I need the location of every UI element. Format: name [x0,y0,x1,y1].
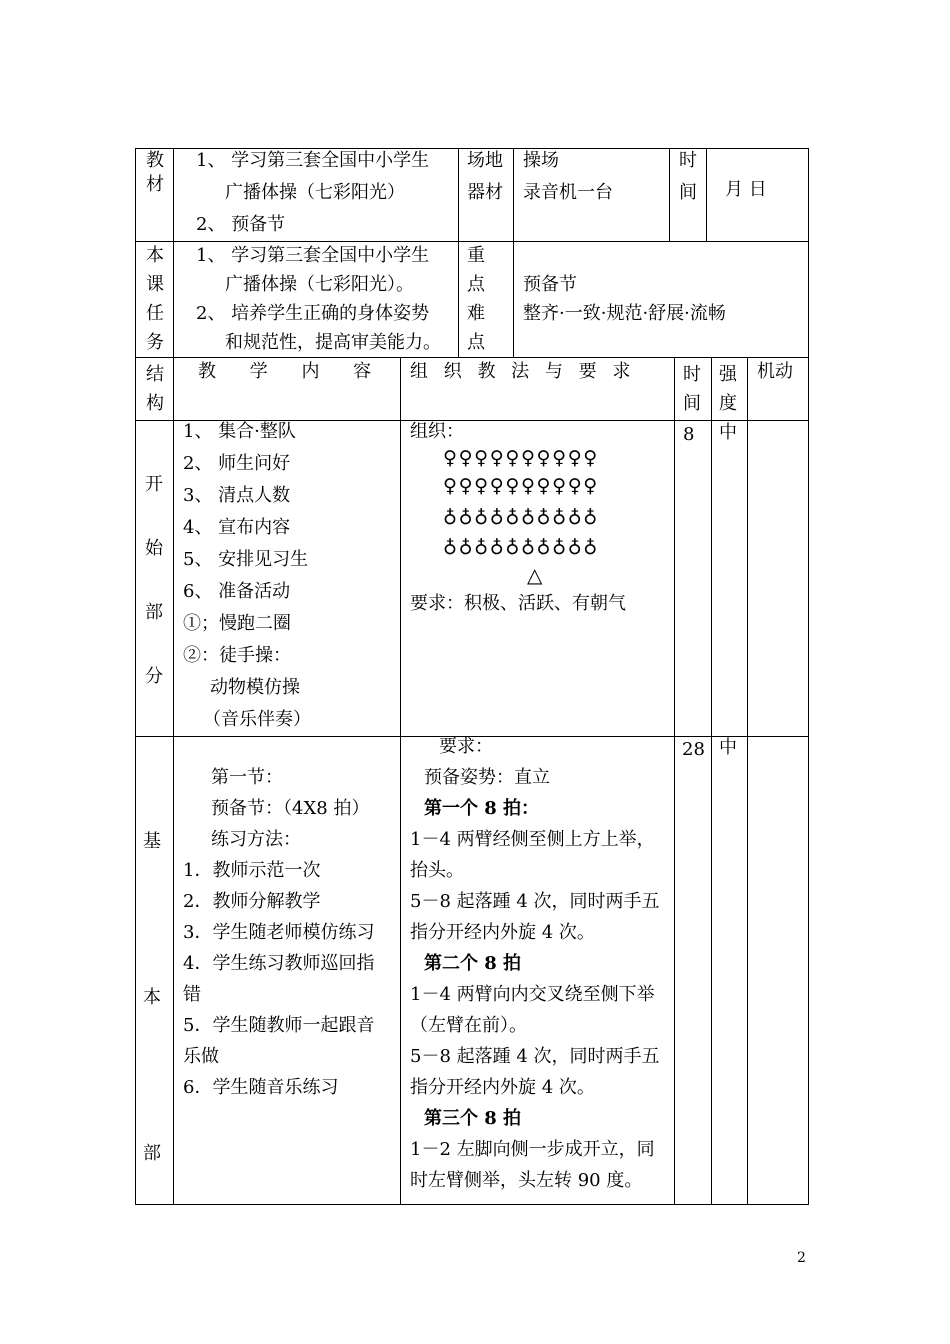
table-rule [400,357,401,1205]
header-intensity: 强 度 [719,364,737,414]
start-section-content: 1、 集合·整队 2、 师生问好 3、 清点人数 4、 宣布内容 5、 安排见习生 6、 准备活动 ①；慢跑二圈 ②：徒手操： 动物模仿操 （音乐伴奏） [183,421,311,730]
basic-label-3: 部 [143,1143,161,1164]
basic-section-content: 第一节： 预备节：（4X8 拍） 练习方法： 1．教师示范一次 2．教师分解教学 3．学生随老师模仿练习 4．学生练习教师巡回指 错 5．学生随教师一起跟音 乐做 6．学生随音乐练习 [183,767,375,1098]
male-row-2: ♁♁♁♁♁♁♁♁♁♁ [443,535,599,557]
table-rule [711,357,712,1205]
teacher-marker: △ [527,563,543,587]
start-requirement: 要求：积极、活跃、有朝气 [410,593,626,614]
header-organization: 组 织 教 法 与 要 求 [410,361,636,382]
table-rule [458,148,459,358]
start-section-label: 开 始 部 分 [145,474,163,687]
venue-label: 场地 器材 [467,150,503,203]
header-content: 教 学 内 容 [198,361,386,382]
tasks-items: 1、 学习第三套全国中小学生 广播体操（七彩阳光）。 2、 培养学生正确的身体姿势 和规范性，提高审美能力。 [196,245,441,353]
basic-time: 28 [682,739,705,760]
table-rule [669,148,670,242]
table-rule [706,148,707,242]
organization-label: 组织： [410,421,464,442]
table-rule [173,148,174,1205]
table-rule [747,357,748,1205]
time-label: 时 间 [679,150,697,203]
header-structure: 结 构 [146,364,164,414]
tasks-label: 本 课 任 务 [146,245,164,353]
materials-items: 1、 学习第三套全国中小学生 广播体操（七彩阳光） 2、 预备节 [196,150,430,235]
key-points: 预备节 整齐·一致·规范·舒展·流畅 [523,274,726,324]
start-time: 8 [683,424,695,445]
venue-value: 操场 录音机一台 [523,150,613,203]
basic-label-2: 本 [143,987,161,1008]
key-points-label: 重 点 难 点 [467,245,485,353]
header-time: 时 间 [683,364,701,414]
male-row-1: ♁♁♁♁♁♁♁♁♁♁ [443,505,599,527]
table-border-bottom [135,1204,809,1205]
female-row-2: ♀♀♀♀♀♀♀♀♀♀ [443,475,599,497]
table-border-right [808,148,809,1205]
basic-intensity: 中 [719,737,737,758]
page-number: 2 [797,1250,806,1266]
header-flex: 机动 [757,361,793,382]
basic-requirements: 要求： 预备姿势：直立 第一个 8 拍： 1－4 两臂经侧至侧上方上举， 抬头。 5－8 起落踵 4 次，同时两手五 指分开经内外旋 4 次。 第二个 8 拍 1－4 两臂向内交叉绕至侧下举 （左臂在前）。 5－8 起落踵 4 次，同时两手五 指分开经内外旋 4 次。 第三个 8 拍 1－2 左脚向侧一步成开立，同 时左臂侧举，头左转 90 度。 [410,736,660,1191]
start-intensity: 中 [719,422,737,443]
female-row-1: ♀♀♀♀♀♀♀♀♀♀ [443,447,599,469]
basic-label-1: 基 [143,831,161,852]
table-rule [674,357,675,1205]
lesson-date: 月 日 [725,179,767,200]
table-rule [135,357,809,358]
materials-label: 教 材 [146,150,164,195]
table-rule [513,148,514,358]
